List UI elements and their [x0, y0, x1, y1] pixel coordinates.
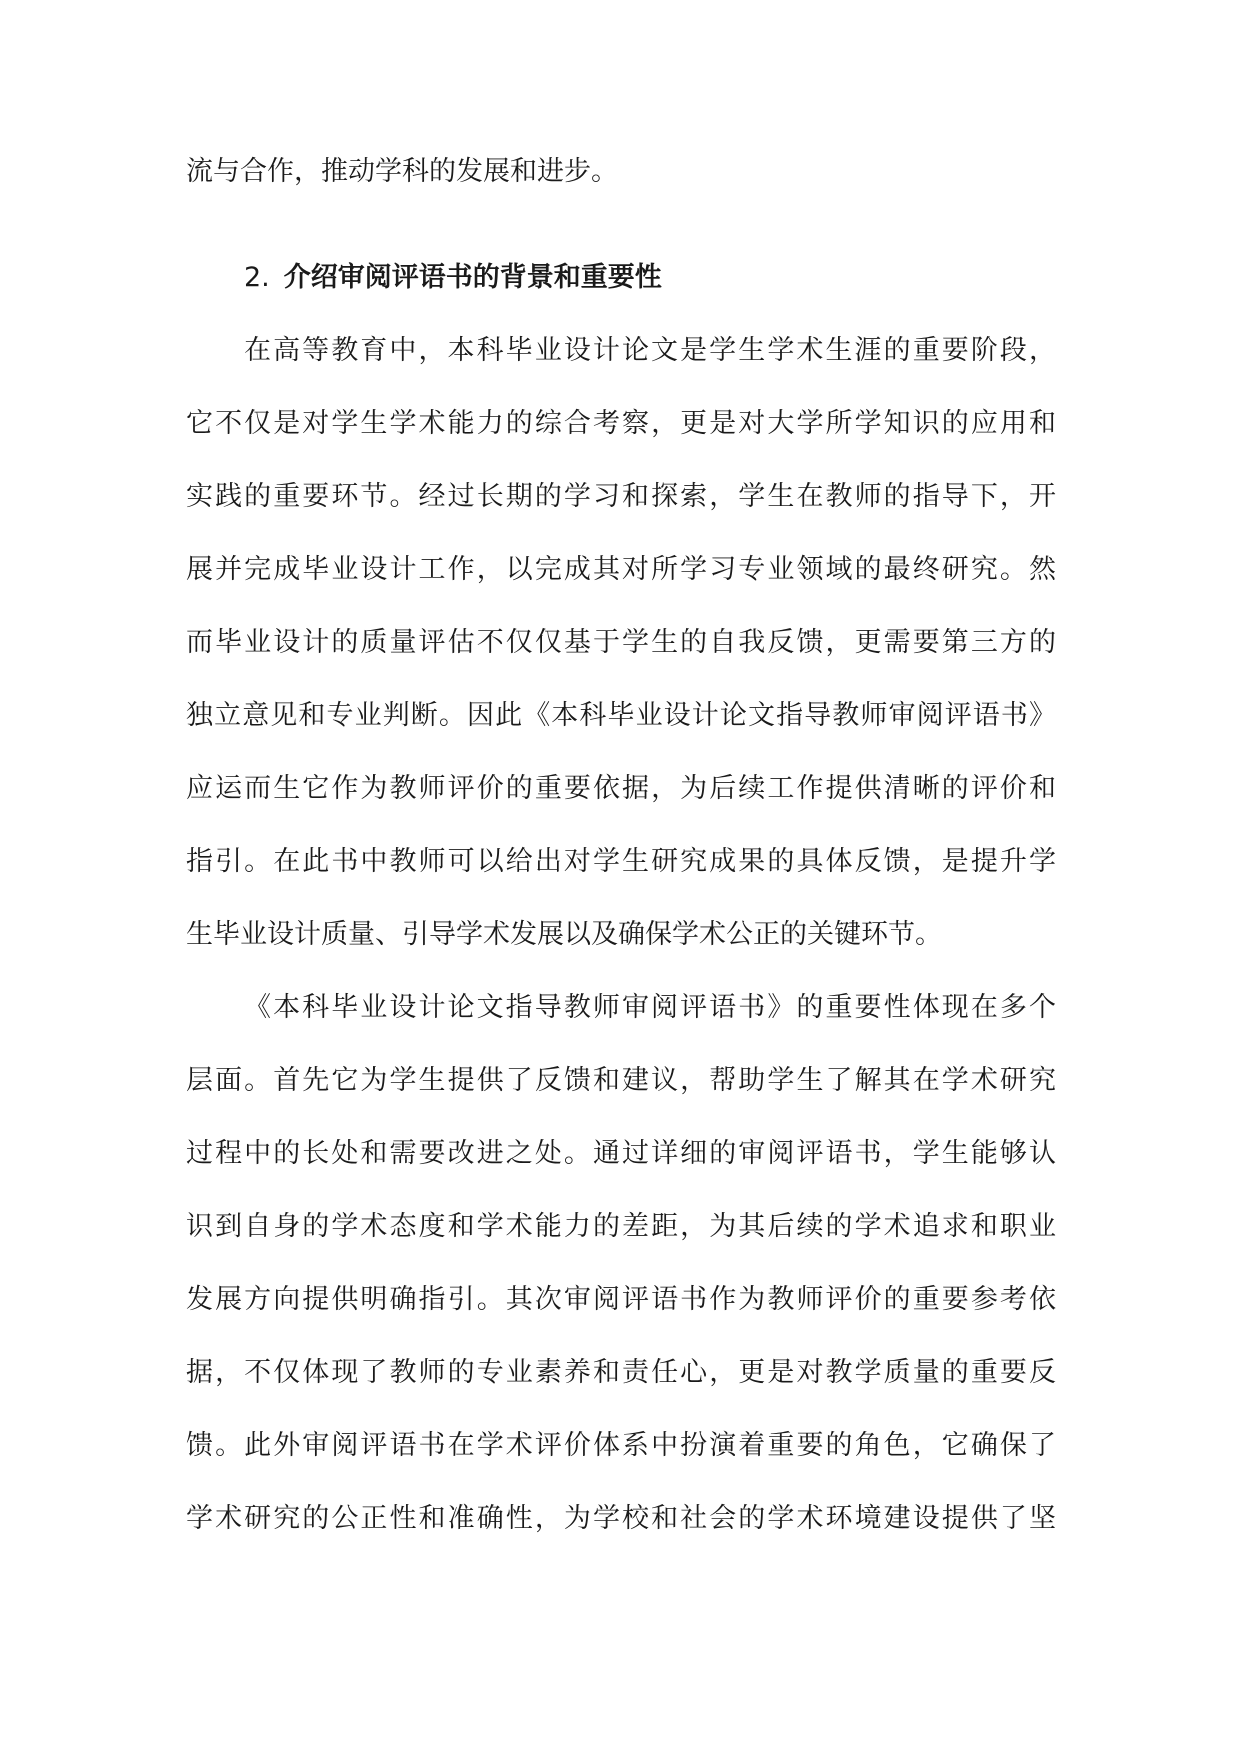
section-heading: [244, 258, 662, 298]
paragraph1-line: 在高等教育中，本科毕业设计论文是学生学术生涯的重要阶段，: [244, 335, 1056, 366]
paragraph1-line: 生毕业设计质量、引导学术发展以及确保学术公正的关键环节。: [186, 919, 942, 950]
paragraph2-line: 识到自身的学术态度和学术能力的差距，为其后续的学术追求和职业: [186, 1211, 1056, 1242]
paragraph2-line: 发展方向提供明确指引。其次审阅评语书作为教师评价的重要参考依: [186, 1284, 1056, 1315]
paragraph2-line: 馈。此外审阅评语书在学术评价体系中扮演着重要的角色，它确保了: [186, 1430, 1056, 1461]
section-number: 2.: [244, 262, 270, 293]
paragraph2-line: 学术研究的公正性和准确性，为学校和社会的学术环境建设提供了坚: [186, 1503, 1056, 1534]
paragraph1-line: 它不仅是对学生学术能力的综合考察，更是对大学所学知识的应用和: [186, 408, 1056, 439]
paragraph1-line: 指引。在此书中教师可以给出对学生研究成果的具体反馈，是提升学: [186, 846, 1056, 877]
paragraph2-line: 据，不仅体现了教师的专业素养和责任心，更是对教学质量的重要反: [186, 1357, 1056, 1388]
intro-tail-line: 流与合作，推动学科的发展和进步。: [186, 156, 618, 187]
paragraph1-line: 应运而生它作为教师评价的重要依据，为后续工作提供清晰的评价和: [186, 773, 1056, 804]
paragraph1-line: 独立意见和专业判断。因此《本科毕业设计论文指导教师审阅评语书》: [186, 700, 1056, 731]
paragraph2-line: 《本科毕业设计论文指导教师审阅评语书》的重要性体现在多个: [244, 992, 1056, 1023]
section-title: 介绍审阅评语书的背景和重要性: [283, 262, 662, 293]
paragraph1-line: 实践的重要环节。经过长期的学习和探索，学生在教师的指导下，开: [186, 481, 1056, 512]
paragraph1-line: 展并完成毕业设计工作，以完成其对所学习专业领域的最终研究。然: [186, 554, 1056, 585]
paragraph2-line: 层面。首先它为学生提供了反馈和建议，帮助学生了解其在学术研究: [186, 1065, 1056, 1096]
paragraph1-line: 而毕业设计的质量评估不仅仅基于学生的自我反馈，更需要第三方的: [186, 627, 1056, 658]
paragraph2-line: 过程中的长处和需要改进之处。通过详细的审阅评语书，学生能够认: [186, 1138, 1056, 1169]
